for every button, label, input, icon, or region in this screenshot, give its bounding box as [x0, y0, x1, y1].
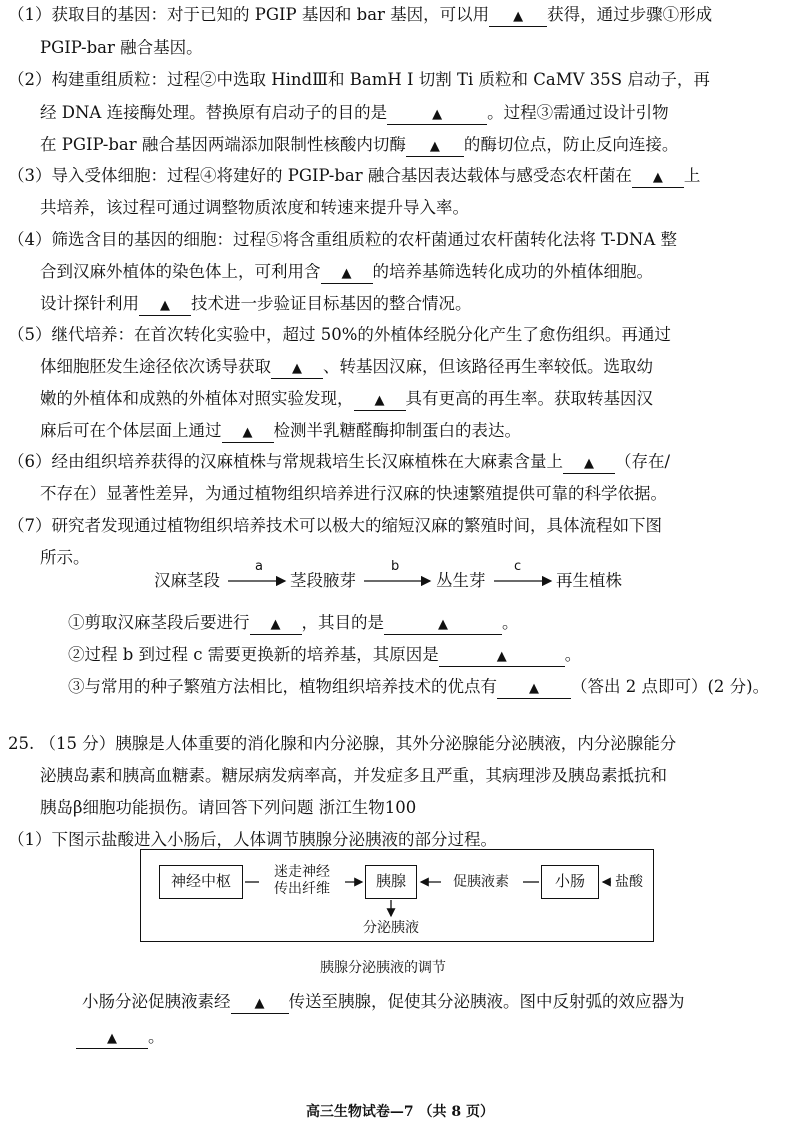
- q25-text: （1）下图示盐酸进入小肠后，人体调节胰腺分泌胰液的部分过程。: [8, 830, 497, 849]
- q5-text: 检测半乳糖醛酶抑制蛋白的表达。: [273, 421, 521, 440]
- answer-blank[interactable]: ▲: [387, 106, 487, 125]
- q2-text: 的酶切位点，防止反向连接。: [463, 135, 679, 154]
- answer-blank[interactable]: ▲: [632, 169, 684, 188]
- q3-text: 上: [683, 166, 701, 185]
- q7-line-1: [8, 516, 662, 536]
- q25-text: 传送至胰腺，促使其分泌胰液。图中反射弧的效应器为: [288, 992, 685, 1011]
- answer-blank[interactable]: ▲: [384, 616, 502, 635]
- flow-label: c: [514, 559, 522, 574]
- q5-text: 体细胞胚发生途径依次诱导获取: [40, 357, 271, 376]
- answer-blank[interactable]: ▲: [439, 648, 565, 667]
- flow-node: 茎段腋芽: [290, 571, 356, 590]
- q1-line-1: [8, 5, 712, 27]
- answer-blank[interactable]: ▲: [271, 360, 323, 379]
- q1-text: （1）获取目的基因：对于已知的 PGIP 基因和 bar 基因，可以用: [8, 5, 490, 24]
- vagus-nerve-label: 迷走神经: [274, 864, 330, 880]
- q5-text: 麻后可在个体层面上通过: [40, 421, 222, 440]
- q7-sub-1: [68, 613, 519, 635]
- q25-text: 小肠分泌促胰液素经: [82, 992, 231, 1011]
- q25-text: 。: [148, 1027, 165, 1046]
- hydrochloric-acid-label: 盐酸: [615, 874, 643, 890]
- q6-line-1: [8, 452, 670, 474]
- q7-text: （答出 2 点即可）(2 分)。: [571, 677, 770, 696]
- q7-text: ，其目的是: [301, 613, 384, 632]
- q3-line-2: [40, 198, 469, 218]
- q25-line-2: [40, 766, 667, 786]
- q1-text: 获得，通过步骤①形成: [547, 5, 713, 24]
- q2-text: 在 PGIP-bar 融合基因两端添加限制性核酸内切酶: [40, 135, 406, 154]
- q25-text: 泌胰岛素和胰高血糖素。糖尿病发病率高，并发症多且严重，其病理涉及胰岛素抵抗和: [40, 766, 667, 785]
- q6-line-2: [40, 484, 667, 504]
- q5-line-1: [8, 325, 671, 345]
- flow-node: 再生植株: [556, 571, 622, 590]
- q4-text: （4）筛选含目的基因的细胞：过程⑤将含重组质粒的农杆菌通过农杆菌转化法将 T-DNA 整: [8, 230, 678, 249]
- q7-text: 所示。: [40, 548, 90, 567]
- q4-line-1: [8, 230, 677, 250]
- answer-blank[interactable]: ▲: [354, 392, 406, 411]
- q7-text: ②过程 b 到过程 c 需要更换新的培养基，其原因是: [68, 645, 439, 664]
- q4-text: 设计探针利用: [40, 294, 139, 313]
- flow-node: 丛生芽: [436, 571, 486, 590]
- q7-text: ①剪取汉麻茎段后要进行: [68, 613, 250, 632]
- q5-text: （5）继代培养：在首次转化实验中，超过 50%的外植体经脱分化产生了愈伤组织。再通过: [8, 325, 671, 344]
- diagram-caption: 胰腺分泌胰液的调节: [320, 960, 446, 976]
- pancreatic-juice-label: 分泌胰液: [363, 920, 419, 936]
- flow-label: b: [391, 559, 400, 574]
- answer-blank[interactable]: ▲: [497, 680, 571, 699]
- q6-text: （存在/: [615, 452, 671, 471]
- answer-blank[interactable]: ▲: [139, 297, 191, 316]
- q25-text: 胰岛β细胞功能损伤。请回答下列问题 浙江生物100: [40, 798, 417, 817]
- flow-label: a: [255, 559, 263, 574]
- answer-blank[interactable]: ▲: [231, 995, 289, 1014]
- q2-line-2: [40, 103, 669, 125]
- q3-text: 共培养，该过程可通过调整物质浓度和转速来提升导入率。: [40, 198, 469, 217]
- efferent-fiber-label: 传出纤维: [274, 881, 330, 897]
- q25-line-4: [8, 830, 497, 850]
- q2-line-3: [40, 135, 678, 157]
- q25-line-5: [82, 992, 685, 1014]
- q7-text: 。: [502, 613, 519, 632]
- neural-center-box: 神经中枢: [159, 865, 243, 899]
- q3-line-1: [8, 166, 700, 188]
- answer-blank[interactable]: ▲: [563, 455, 615, 474]
- q4-line-2: [40, 262, 653, 284]
- q5-line-3: [40, 389, 653, 411]
- diagram-arrows: [141, 850, 655, 943]
- answer-blank[interactable]: ▲: [76, 1030, 148, 1049]
- q25-line-1: [8, 734, 676, 754]
- flow-node: 汉麻茎段: [154, 571, 220, 590]
- answer-blank[interactable]: ▲: [406, 138, 464, 157]
- q4-text: 合到汉麻外植体的染色体上，可利用含: [40, 262, 321, 281]
- q2-line-1: [8, 70, 710, 90]
- small-intestine-box: 小肠: [541, 865, 599, 899]
- pancreas-regulation-diagram: [140, 849, 654, 942]
- q2-text: 经 DNA 连接酶处理。替换原有启动子的目的是: [40, 103, 388, 122]
- secretin-label: 促胰液素: [453, 874, 509, 890]
- q5-line-4: [40, 421, 521, 443]
- flow-arrows: [154, 565, 674, 597]
- q7-text: ③与常用的种子繁殖方法相比，植物组织培养技术的优点有: [68, 677, 497, 696]
- q5-text: 具有更高的再生率。获取转基因汉: [405, 389, 653, 408]
- q7-sub-3: [68, 677, 769, 699]
- propagation-flowchart: [154, 559, 674, 597]
- q3-text: （3）导入受体细胞：过程④将建好的 PGIP-bar 融合基因表达载体与感受态农杆菌在: [8, 166, 632, 185]
- q25-line-3: [40, 798, 416, 818]
- q6-text: （6）经由组织培养获得的汉麻植株与常规栽培生长汉麻植株在大麻素含量上: [8, 452, 563, 471]
- q7-text: 。: [564, 645, 582, 664]
- pancreas-box: 胰腺: [365, 865, 417, 899]
- q6-text: 不存在）显著性差异，为通过植物组织培养进行汉麻的快速繁殖提供可靠的科学依据。: [40, 484, 667, 503]
- q7-line-2: [40, 548, 90, 568]
- q4-text: 技术进一步验证目标基因的整合情况。: [191, 294, 472, 313]
- q25-line-6: [76, 1027, 165, 1049]
- answer-blank[interactable]: ▲: [489, 8, 547, 27]
- q2-text: 。过程③需通过设计引物: [487, 103, 669, 122]
- page-footer: 高三生物试卷—7 （共 8 页）: [305, 1104, 495, 1120]
- answer-blank[interactable]: ▲: [222, 424, 274, 443]
- q4-text: 的培养基筛选转化成功的外植体细胞。: [372, 262, 653, 281]
- q7-text: （7）研究者发现通过植物组织培养技术可以极大的缩短汉麻的繁殖时间，具体流程如下图: [8, 516, 662, 535]
- q4-line-3: [40, 294, 472, 316]
- q25-text: 25. （15 分）胰腺是人体重要的消化腺和内分泌腺，其外分泌腺能分泌胰液，内分泌腺能分: [8, 734, 677, 753]
- q5-text: 嫩的外植体和成熟的外植体对照实验发现，: [40, 389, 354, 408]
- q2-text: （2）构建重组质粒：过程②中选取 HindⅢ和 BamH Ⅰ 切割 Ti 质粒和 CaMV 35S 启动子，再: [8, 70, 710, 89]
- q5-text: 、转基因汉麻，但该路径再生率较低。选取幼: [323, 357, 653, 376]
- answer-blank[interactable]: ▲: [250, 616, 302, 635]
- q7-sub-2: [68, 645, 581, 667]
- q5-line-2: [40, 357, 653, 379]
- q1-line-2: [40, 38, 203, 58]
- answer-blank[interactable]: ▲: [321, 265, 373, 284]
- q1-text: PGIP-bar 融合基因。: [40, 38, 203, 57]
